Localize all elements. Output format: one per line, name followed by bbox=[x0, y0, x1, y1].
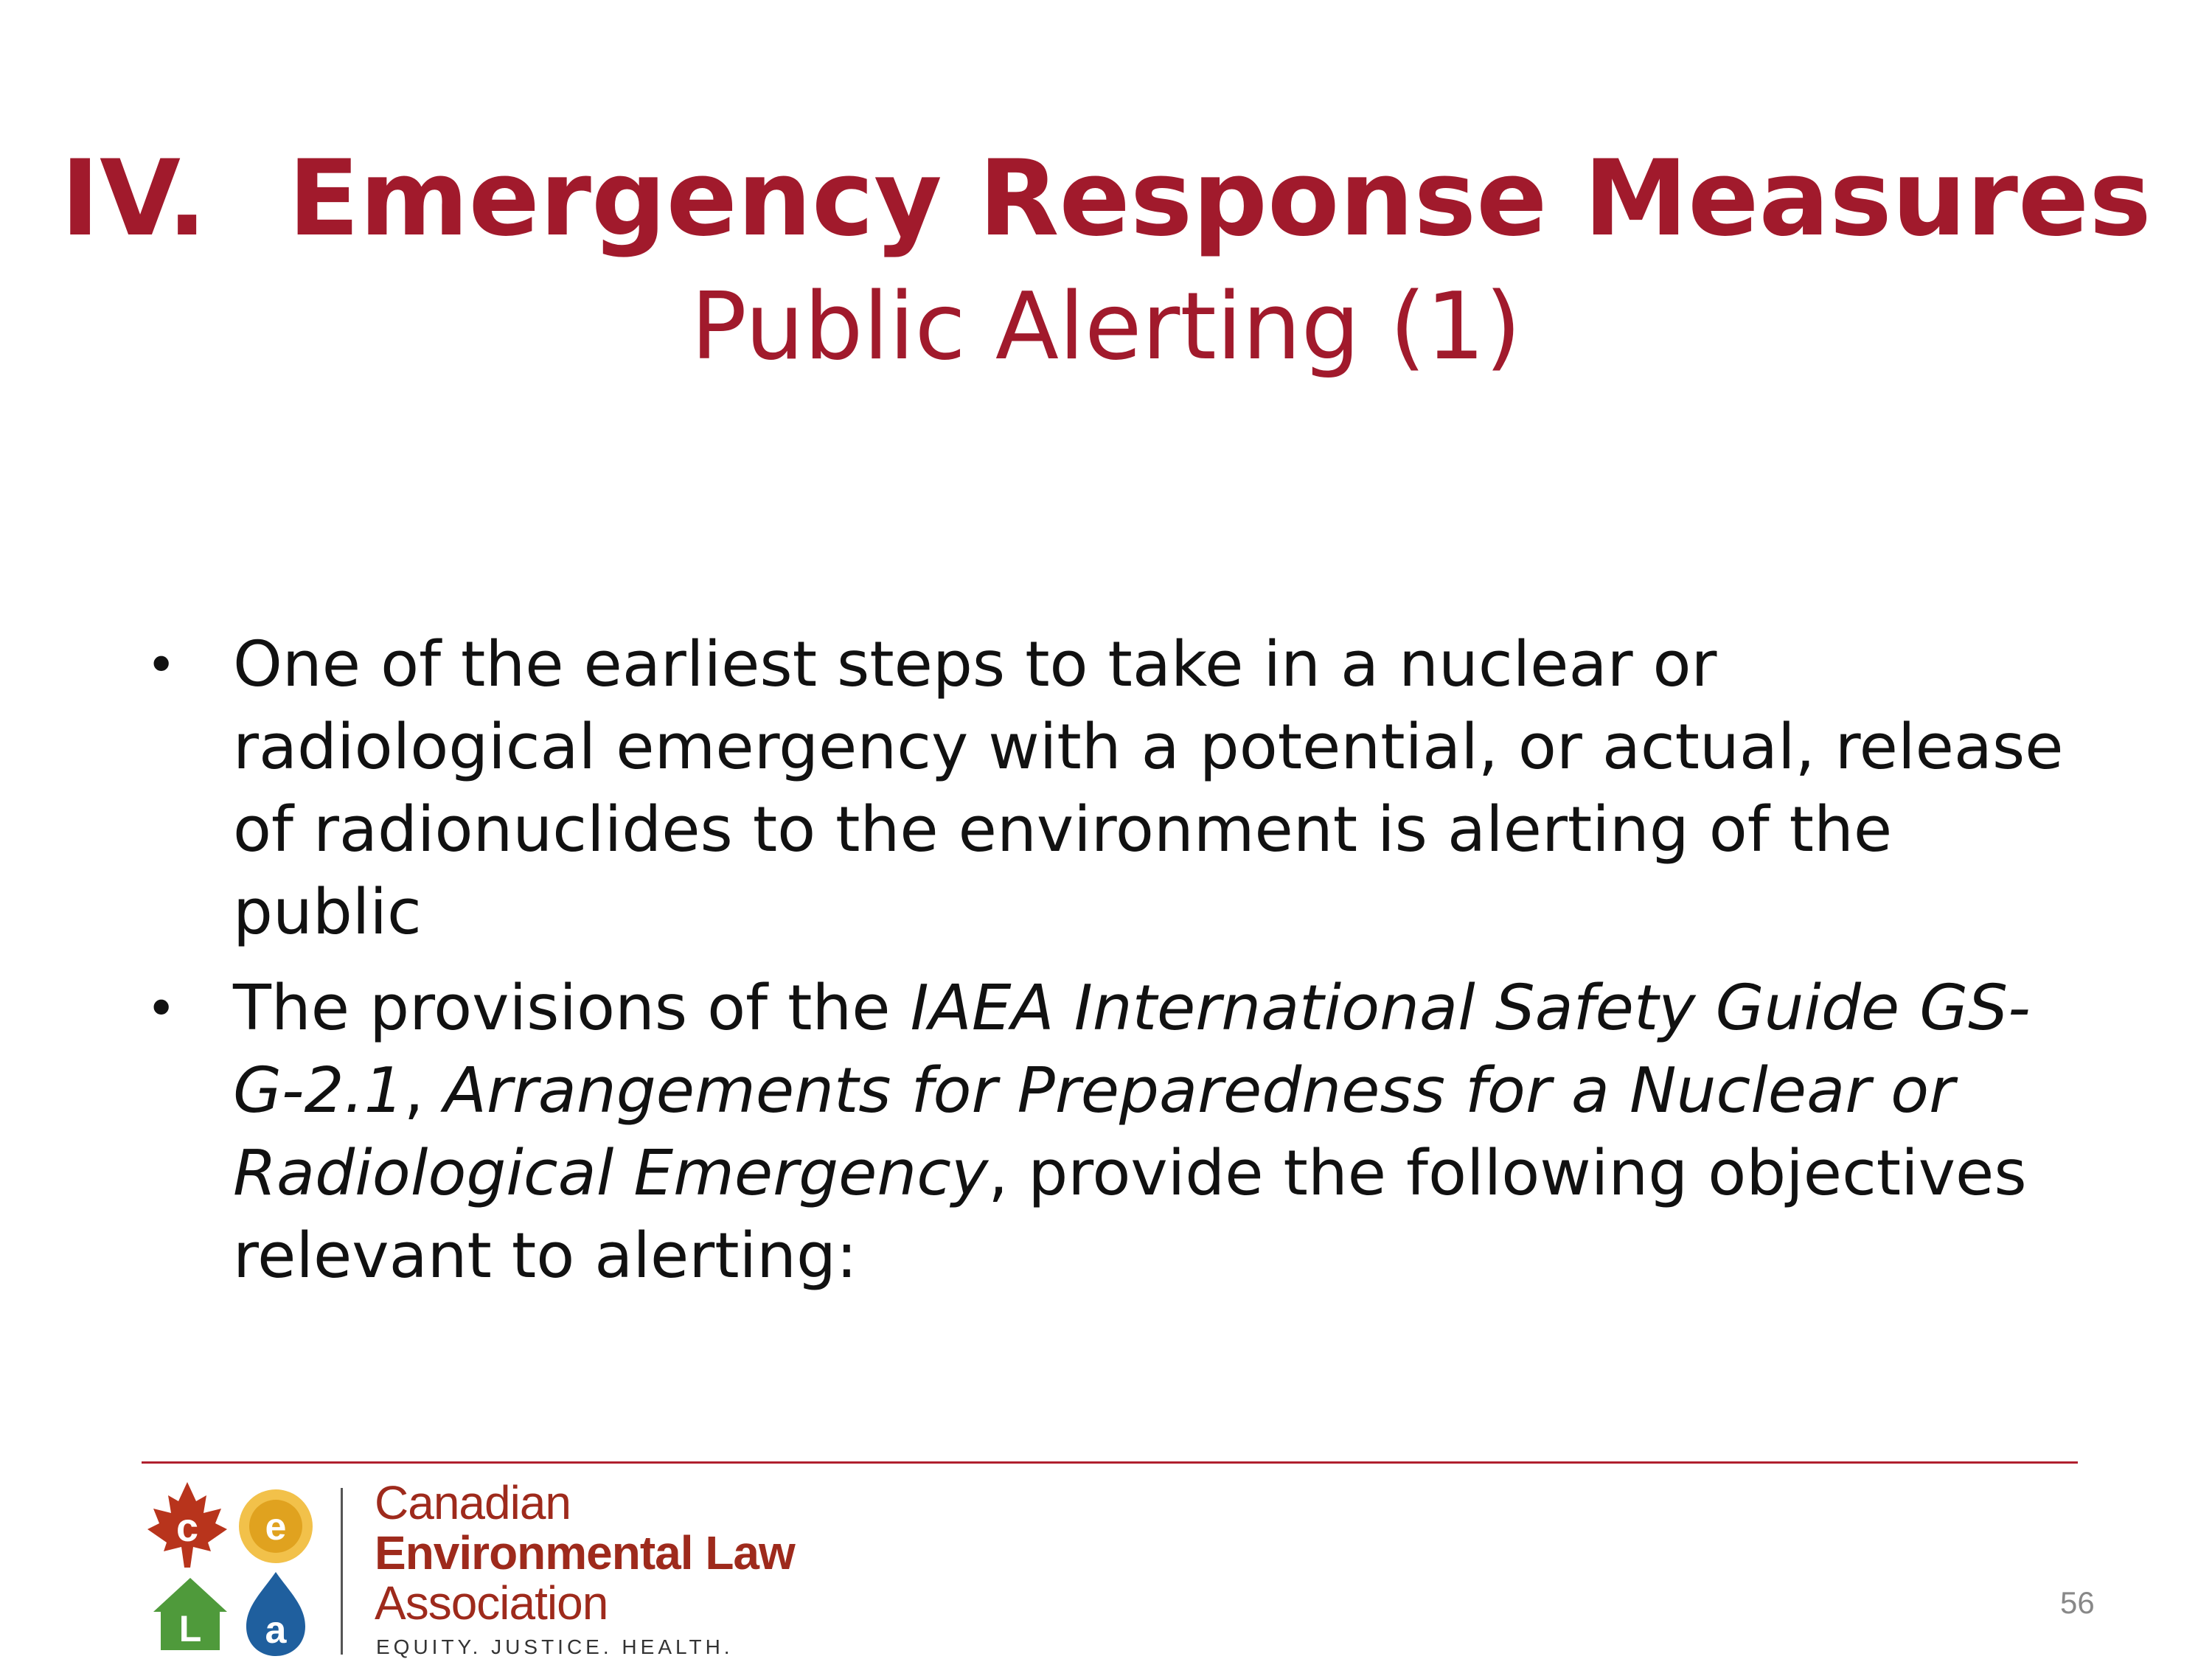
bullet-text: One of the earliest steps to take in a nuclear or radiological emergency with a potential, or actual, release of radionuclides to the environment is alerting of the public bbox=[233, 628, 2064, 949]
page-number: 56 bbox=[2060, 1585, 2095, 1620]
org-name-line-1: Canadian bbox=[375, 1476, 571, 1529]
bullet-item-2 bbox=[140, 967, 2087, 1298]
org-name bbox=[375, 1478, 795, 1628]
logo-letter-c: c bbox=[175, 1506, 199, 1550]
title-section-number: IV. bbox=[60, 138, 207, 260]
org-tagline: EQUITY. JUSTICE. HEALTH. bbox=[376, 1635, 734, 1658]
bullet-text-start: The provisions of the bbox=[233, 972, 911, 1045]
org-name-line-2: Environmental Law bbox=[375, 1526, 795, 1579]
bullet-citation-title: Arrangements for Preparedness for a Nuclear or Radiological Emergency bbox=[233, 1054, 1955, 1210]
logo-letter-e: e bbox=[265, 1506, 287, 1548]
org-name-line-3: Association bbox=[375, 1576, 608, 1630]
bullet-text-end: , provide the following objectives relevant to alerting: bbox=[233, 1137, 2027, 1293]
bullet-citation-guide: IAEA International Safety Guide GS-G-2.1 bbox=[233, 972, 2031, 1127]
footer-divider bbox=[142, 1461, 2078, 1464]
bullet-list bbox=[140, 624, 2087, 1311]
logo-separator bbox=[341, 1488, 343, 1655]
logo-letter-l: L bbox=[178, 1608, 202, 1649]
bullet-marker: • bbox=[146, 635, 177, 695]
bullet-marker: • bbox=[146, 978, 177, 1039]
slide-title bbox=[0, 140, 2212, 258]
bullet-text-middle: , bbox=[403, 1054, 444, 1127]
logo-letter-a: a bbox=[265, 1609, 287, 1652]
slide-subtitle: Public Alerting (1) bbox=[690, 272, 1522, 380]
title-text: Emergency Response Measures bbox=[288, 138, 2152, 260]
bullet-item-1 bbox=[140, 624, 2087, 954]
